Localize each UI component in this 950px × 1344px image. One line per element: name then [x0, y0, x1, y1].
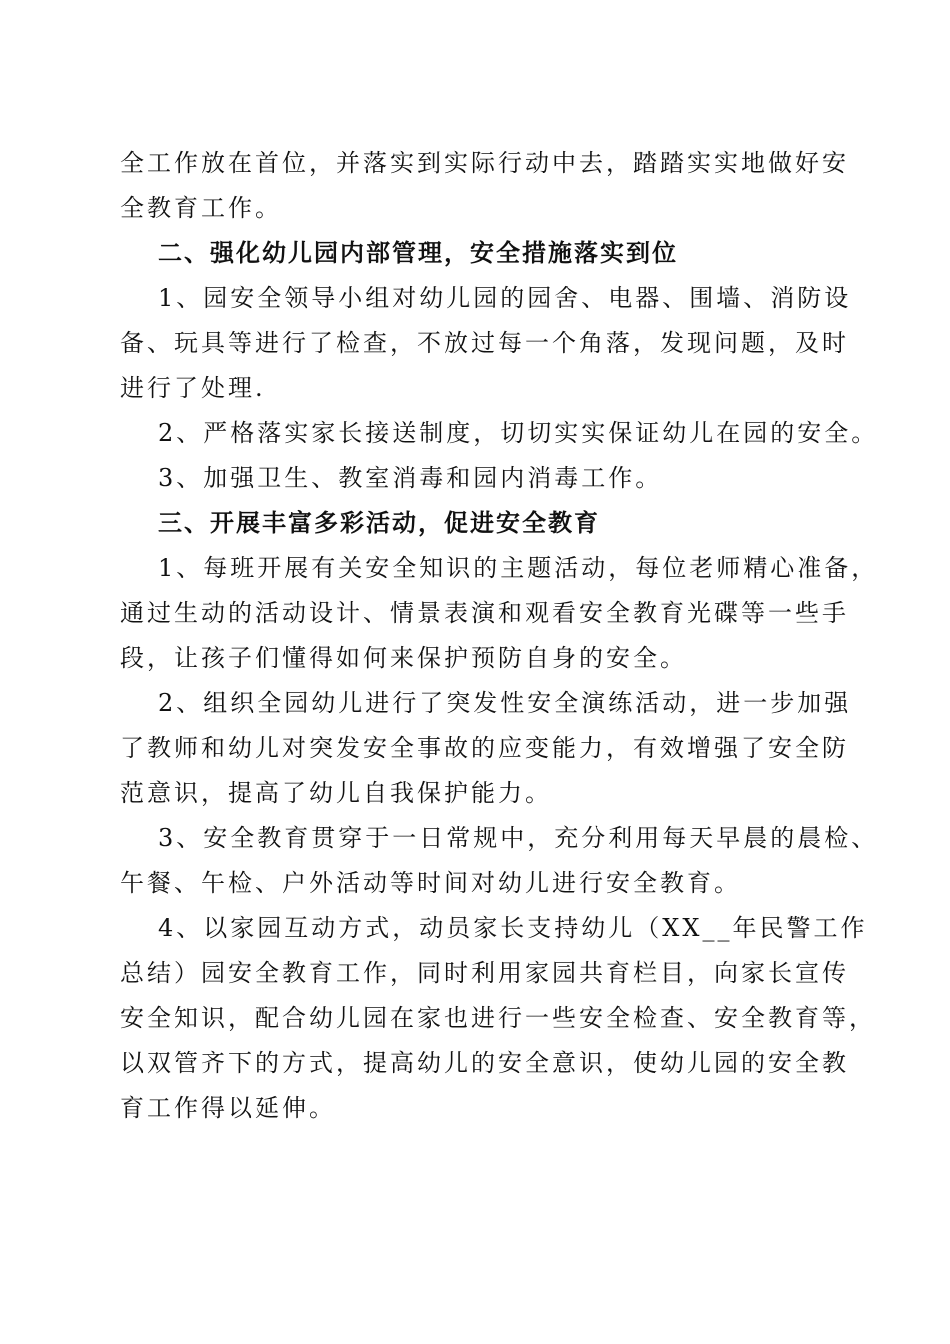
paragraph-line: 3、安全教育贯穿于一日常规中，充分利用每天早晨的晨检、 — [158, 824, 879, 852]
paragraph-line: 全教育工作。 — [120, 194, 282, 222]
paragraph-line: 育工作得以延伸。 — [120, 1094, 336, 1122]
section-heading: 二、强化幼儿园内部管理，安全措施落实到位 — [158, 238, 678, 267]
paragraph-line: 段，让孩子们懂得如何来保护预防自身的安全。 — [120, 644, 687, 672]
paragraph-line: 进行了处理. — [120, 374, 266, 402]
paragraph-line: 全工作放在首位，并落实到实际行动中去，踏踏实实地做好安 — [120, 149, 849, 177]
paragraph-line: 总结）园安全教育工作，同时利用家园共育栏目，向家长宣传 — [120, 959, 849, 987]
section-heading: 三、开展丰富多彩活动，促进安全教育 — [158, 508, 600, 537]
paragraph-line: 通过生动的活动设计、情景表演和观看安全教育光碟等一些手 — [120, 599, 849, 627]
paragraph-line: 2、严格落实家长接送制度，切切实实保证幼儿在园的安全。 — [158, 419, 879, 447]
paragraph-line: 3、加强卫生、教室消毒和园内消毒工作。 — [158, 464, 663, 492]
paragraph-line: 了教师和幼儿对突发安全事故的应变能力，有效增强了安全防 — [120, 734, 849, 762]
paragraph-line: 范意识，提高了幼儿自我保护能力。 — [120, 779, 552, 807]
paragraph-line: 4、以家园互动方式，动员家长支持幼儿（XX__年民警工作 — [158, 914, 868, 942]
paragraph-line: 午餐、午检、户外活动等时间对幼儿进行安全教育。 — [120, 869, 741, 897]
paragraph-line: 1、每班开展有关安全知识的主题活动，每位老师精心准备， — [158, 554, 879, 582]
paragraph-line: 备、玩具等进行了检查，不放过每一个角落，发现问题，及时 — [120, 329, 849, 357]
paragraph-line: 以双管齐下的方式，提高幼儿的安全意识，使幼儿园的安全教 — [120, 1049, 849, 1077]
paragraph-line: 2、组织全园幼儿进行了突发性安全演练活动，进一步加强 — [158, 689, 852, 717]
paragraph-line: 安全知识，配合幼儿园在家也进行一些安全检查、安全教育等， — [120, 1004, 876, 1032]
paragraph-line: 1、园安全领导小组对幼儿园的园舍、电器、围墙、消防设 — [158, 284, 852, 312]
